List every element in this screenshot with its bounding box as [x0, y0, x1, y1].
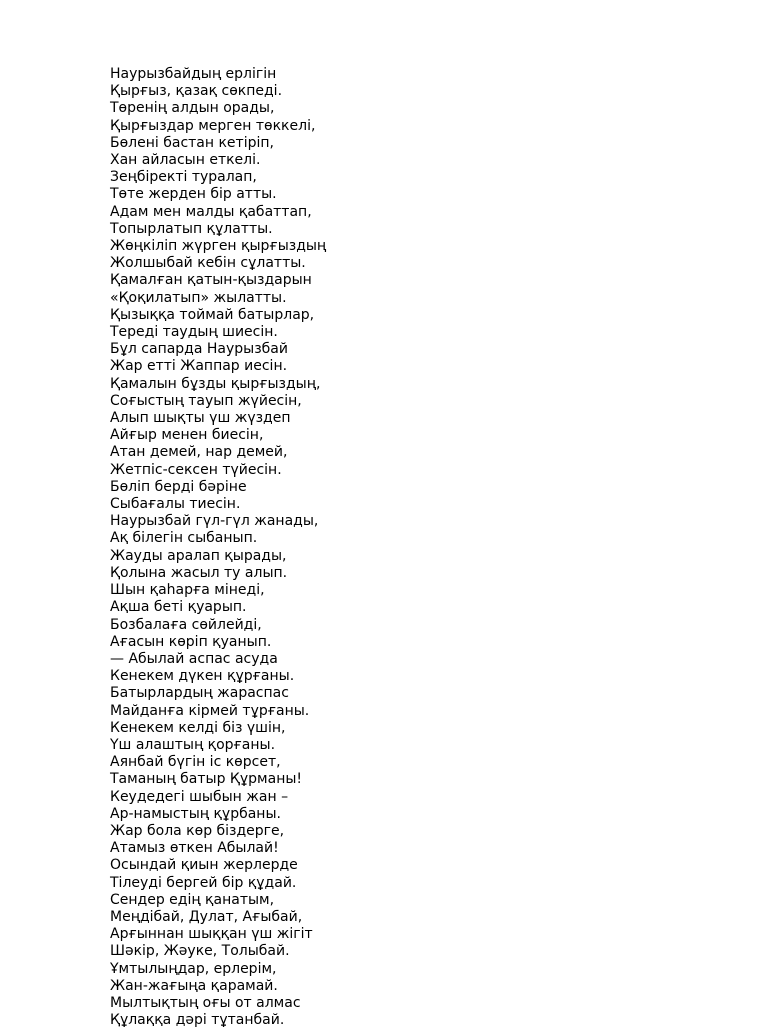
poem-line: Осындай қиын жерлерде [110, 857, 298, 874]
poem-line: Тереді таудың шиесін. [110, 324, 278, 341]
poem-line: Жауды аралап қырады, [110, 547, 287, 564]
poem-line: Меңдібай, Дулат, Ағыбай, [110, 908, 303, 925]
poem-line: Жар бола көр біздерге, [110, 822, 285, 839]
poem-line: Қырғыз, қазақ сөкпеді. [110, 83, 283, 100]
poem-line: Кенекем келді біз үшін, [110, 719, 286, 736]
poem-line: Ар-намыстың құрбаны. [110, 805, 281, 822]
poem-line: Жан-жағыңа қарамай. [110, 977, 278, 994]
poem-line: Атамыз өткен Абылай! [110, 840, 279, 857]
poem-line: Қырғыздар мерген төккелі, [110, 117, 316, 134]
poem-line: Айғыр менен биесін, [110, 427, 264, 444]
poem-line: Мылтықтың оғы от алмас [110, 994, 301, 1011]
poem-line: Құлаққа дәрі тұтанбай. [110, 1012, 285, 1029]
poem-line: Қолына жасыл ту алып. [110, 564, 288, 581]
poem-line: Кеудедегі шыбын жан – [110, 788, 289, 805]
poem-line: Жолшыбай кебін сұлатты. [110, 255, 306, 272]
poem-line: Таманың батыр Құрманы! [110, 771, 303, 788]
poem-line: Қамалын бұзды қырғыздың, [110, 375, 321, 392]
poem-line: — Абылай аспас асуда [110, 650, 278, 667]
poem-line: Сыбағалы тиесін. [110, 496, 241, 513]
poem-line: Шын қаһарға мінеді, [110, 582, 265, 599]
poem-line: Қызыққа тоймай батырлар, [110, 306, 315, 323]
poem-line: Соғыстың тауып жүйесін, [110, 392, 302, 409]
poem-line: Аянбай бүгін іс көрсет, [110, 754, 281, 771]
poem-line: Ақша беті қуарып. [110, 599, 247, 616]
poem-line: Хан айласын еткелі. [110, 152, 261, 169]
poem-line: Тілеуді бергей бір құдай. [110, 874, 297, 891]
poem-line: Наурызбайдың ерлігін [110, 66, 277, 82]
poem-line: Бөліп берді бәріне [110, 478, 247, 495]
poem-line: Бөлені бастан кетіріп, [110, 134, 274, 151]
poem-line: Шәкір, Жәуке, Толыбай. [110, 943, 290, 960]
poem-line: Топырлатып құлатты. [110, 220, 273, 237]
poem-line: Ұмтылыңдар, ерлерім, [110, 960, 277, 977]
poem-line: Төренің алдын орады, [110, 100, 275, 117]
poem-line: Жөңкіліп жүрген қырғыздың [110, 238, 327, 255]
poem-line: Сендер едің қанатым, [110, 891, 275, 908]
poem-line: Үш алаштың қорғаны. [110, 736, 276, 753]
poem-text [110, 66, 326, 1029]
poem-line: Атан демей, нар демей, [110, 444, 288, 461]
poem-line: Наурызбай гүл-гүл жанады, [110, 513, 319, 530]
poem-line: Ағасын көріп қуанып. [110, 633, 272, 650]
poem-line: Жар етті Жаппар иесін. [110, 358, 288, 375]
poem-line: «Қоқилатып» жылатты. [110, 289, 287, 306]
poem-line: Қамалған қатын-қыздарын [110, 272, 312, 289]
poem-line: Арғыннан шыққан үш жігіт [110, 926, 313, 943]
poem-line: Жетпіс-сексен түйесін. [110, 461, 282, 478]
poem-line: Зеңбіректі туралап, [110, 169, 257, 186]
poem-line: Бозбалаға сөйлейді, [110, 616, 262, 633]
poem-line: Кенекем дүкен құрғаны. [110, 668, 295, 685]
poem-line: Бұл сапарда Наурызбай [110, 341, 288, 358]
poem-line: Батырлардың жараспас [110, 685, 289, 702]
poem-line: Төте жерден бір атты. [110, 186, 277, 203]
poem-line: Адам мен малды қабаттап, [110, 203, 312, 220]
poem-line: Майданға кірмей тұрғаны. [110, 702, 310, 719]
poem-line: Алып шықты үш жүздеп [110, 410, 291, 427]
poem-line: Ақ білегін сыбанып. [110, 530, 258, 547]
